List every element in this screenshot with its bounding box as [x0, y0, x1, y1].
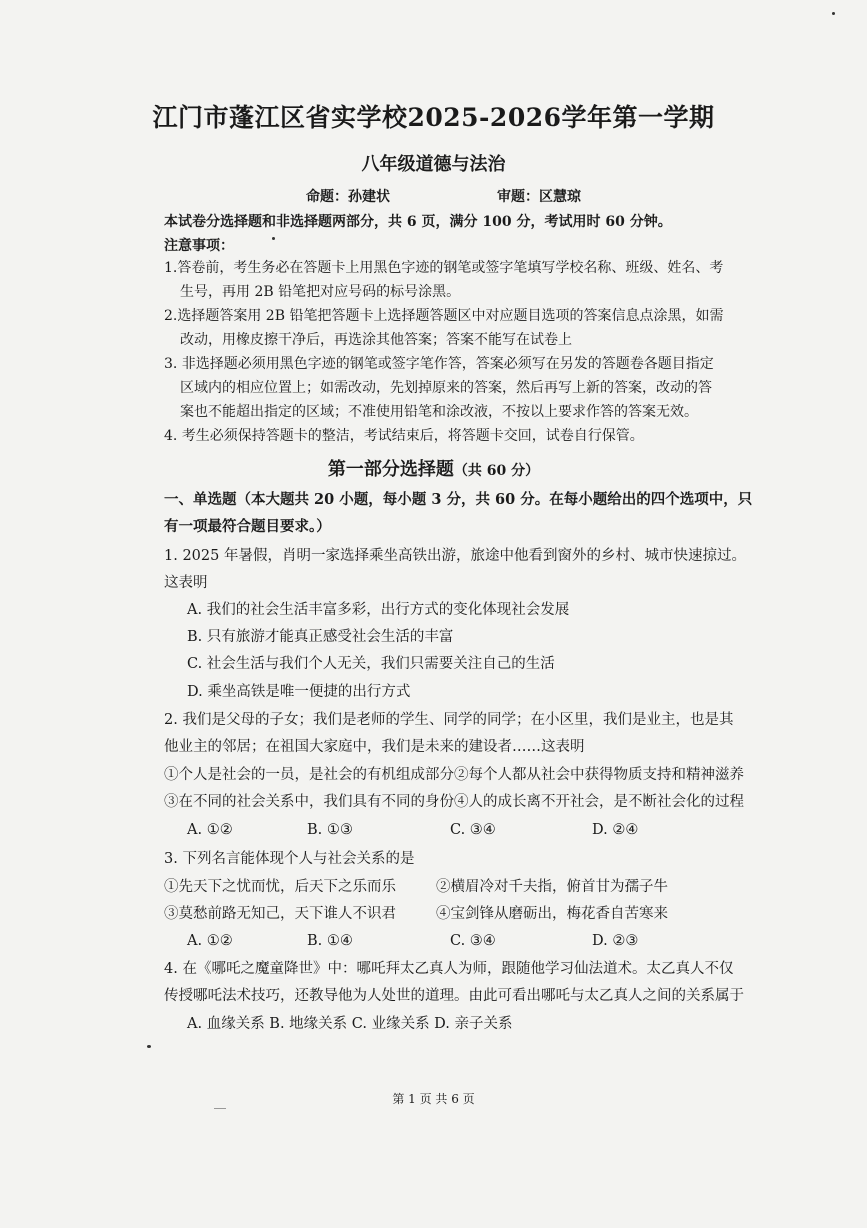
- question-3-statement: ③莫愁前路无知己，天下谁人不识君: [164, 906, 396, 922]
- author-credit: 命题：孙建状: [306, 189, 390, 205]
- question-2-statement: ①个人是社会的一员，是社会的有机组成部分②每个人都从社会中获得物质支持和精神滋养: [164, 767, 744, 783]
- section-heading: [0, 455, 867, 481]
- note-line: 改动，用橡皮擦干净后，再选涂其他答案；答案不能写在试卷上: [180, 332, 572, 348]
- question-4-stem: 传授哪吒法术技巧，还教导他为人处世的道理。由此可看出哪吒与太乙真人之间的关系属于: [164, 988, 744, 1004]
- question-1-option-a: A. 我们的社会生活丰富多彩，出行方式的变化体现社会发展: [187, 602, 570, 618]
- scan-speck: [147, 1045, 151, 1048]
- question-4-stem: 4. 在《哪吒之魔童降世》中：哪吒拜太乙真人为师，跟随他学习仙法道术。太乙真人不仅: [164, 961, 734, 977]
- question-2-option-a: A. ①②: [187, 822, 233, 838]
- question-1-option-c: C. 社会生活与我们个人无关，我们只需要关注自己的生活: [187, 656, 555, 672]
- note-line: 4. 考生必须保持答题卡的整洁，考试结束后，将答题卡交回，试卷自行保管。: [164, 428, 644, 444]
- section-title: 第一部分选择题: [327, 459, 454, 480]
- question-3-statement: ④宝剑锋从磨砺出，梅花香自苦寒来: [436, 906, 668, 922]
- question-2-option-b: B. ①③: [307, 822, 353, 838]
- exam-title: 江门市蓬江区省实学校2025-2026学年第一学期: [152, 103, 715, 132]
- question-1-option-b: B. 只有旅游才能真正感受社会生活的丰富: [187, 629, 454, 645]
- note-line: 生号，再用 2B 铅笔把对应号码的标号涂黑。: [180, 284, 461, 300]
- question-1-stem: 1. 2025 年暑假，肖明一家选择乘坐高铁出游，旅途中他看到窗外的乡村、城市快速掠过。: [164, 548, 746, 564]
- note-line: 3. 非选择题必须用黑色字迹的钢笔或签字笔作答，答案必须写在另发的答题卷各题目指定: [164, 356, 714, 372]
- page-number: 第 1 页 共 6 页: [392, 1092, 475, 1106]
- question-2-statement: ③在不同的社会关系中，我们具有不同的身份④人的成长离不开社会，是不断社会化的过程: [164, 794, 744, 810]
- note-line: 案也不能超出指定的区域；不准使用铅笔和涂改液，不按以上要求作答的答案无效。: [180, 404, 698, 420]
- question-1-option-d: D. 乘坐高铁是唯一便捷的出行方式: [187, 684, 411, 700]
- question-2-stem: 他业主的邻居；在祖国大家庭中，我们是未来的建设者……这表明: [164, 739, 585, 755]
- note-line: 1.答卷前，考生务必在答题卡上用黑色字迹的钢笔或签字笔填写学校名称、班级、姓名、考: [164, 260, 724, 276]
- question-2-stem: 2. 我们是父母的子女；我们是老师的学生、同学的同学；在小区里，我们是业主，也是其: [164, 712, 734, 728]
- scan-speck: [832, 12, 835, 15]
- single-choice-instruction: 有一项最符合题目要求。）: [164, 518, 331, 535]
- question-3-option-d: D. ②③: [592, 933, 639, 949]
- question-3-option-b: B. ①④: [307, 933, 353, 949]
- question-2-option-d: D. ②④: [592, 822, 639, 838]
- single-choice-instruction: 一、单选题（本大题共 20 小题，每小题 3 分，共 60 分。在每小题给出的四个选项中，只: [164, 491, 753, 508]
- scan-speck: [272, 237, 275, 240]
- exam-subtitle: 八年级道德与法治: [361, 154, 506, 175]
- scan-speck: [214, 1108, 226, 1109]
- notes-heading: 注意事项：: [164, 238, 234, 254]
- question-3-option-a: A. ①②: [187, 933, 233, 949]
- question-3-option-c: C. ③④: [450, 933, 496, 949]
- question-2-option-c: C. ③④: [450, 822, 496, 838]
- exam-intro: 本试卷分选择题和非选择题两部分，共 6 页，满分 100 分，考试用时 60 分钟。: [164, 214, 672, 230]
- note-line: 区域内的相应位置上；如需改动，先划掉原来的答案，然后再写上新的答案，改动的答: [180, 380, 712, 396]
- question-4-options: A. 血缘关系 B. 地缘关系 C. 业缘关系 D. 亲子关系: [187, 1016, 513, 1032]
- reviewer-credit: 审题：区慧琼: [497, 189, 581, 205]
- question-3-statement: ①先天下之忧而忧，后天下之乐而乐: [164, 879, 396, 895]
- question-1-stem: 这表明: [164, 575, 208, 591]
- note-line: 2.选择题答案用 2B 铅笔把答题卡上选择题答题区中对应题目选项的答案信息点涂黑，如需: [164, 308, 724, 324]
- question-3-stem: 3. 下列名言能体现个人与社会关系的是: [164, 851, 415, 867]
- question-3-statement: ②横眉冷对千夫指，俯首甘为孺子牛: [436, 879, 668, 895]
- section-score: （共 60 分）: [453, 463, 540, 479]
